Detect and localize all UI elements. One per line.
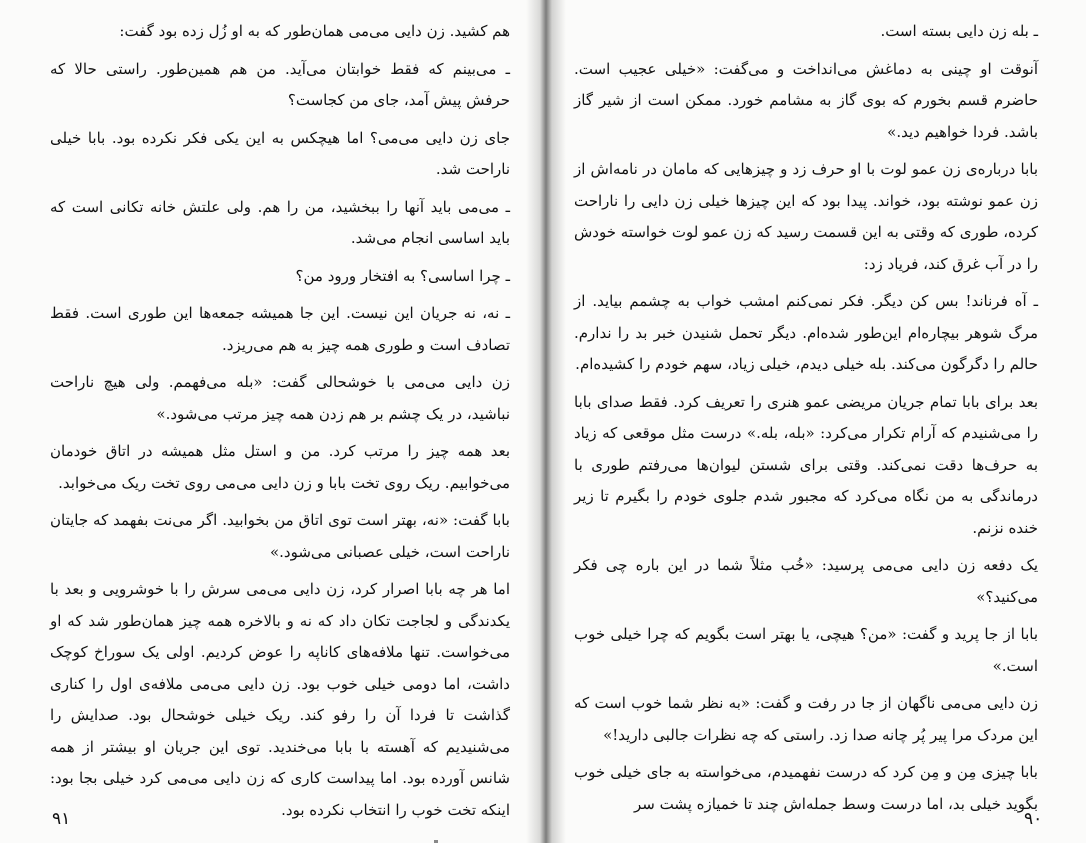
paragraph: ـ می‌بینم که فقط خوابتان می‌آید. من هم همین‌طور. راستی حالا که حرفش پیش آمد، جای من کجاست؟ bbox=[50, 59, 510, 109]
paragraph: آنوقت او چینی به دماغش می‌انداخت و می‌گفت: «خیلی عجیب است. حاضرم قسم بخورم که بوی گاز به مشامم خورد. ممکن است از شیر گاز باشد. فردا خواهیم دید.» bbox=[574, 59, 1038, 141]
paragraph: ـ نه، نه جریان این نیست. این جا همیشه جمعه‌ها این طوری است. فقط تصادف است و طوری همه چیز به هم می‌ریزد. bbox=[50, 304, 510, 354]
book-gutter bbox=[526, 0, 566, 843]
paragraph: ـ آه فرناند! بس کن دیگر. فکر نمی‌کنم امشب خواب به چشمم بیاید. از مرگ شوهر بیچاره‌ام این‌طور شده‌ام. دیگر تحمل شنیدن خبر بد را ندارم. حالم را دگرگون می‌کند. بله خیلی دیدم، خیلی زیاد، سهم خودم را کشیده‌ام. bbox=[574, 292, 1038, 373]
paragraph: بعد همه چیز را مرتب کرد. من و استل مثل همیشه در اتاق خودمان می‌خوابیم. ریک روی تخت بابا و زن دایی می‌می روی تخت ریک می‌خوابد. bbox=[50, 442, 510, 492]
left-page-number: ۹۱ bbox=[52, 809, 71, 829]
paragraph: ـ می‌می باید آنها را ببخشید، من را هم. ولی علتش خانه تکانی است که باید اساسی انجام می‌شد. bbox=[50, 197, 510, 247]
paragraph: اما هر چه بابا اصرار کرد، زن دایی می‌می سرش را با خوشرویی و بعد با یکدندگی و لجاجت تکان داد که نه و بالاخره همه چیز همان‌طور شد که او می‌خواست. تنها ملافه‌های کاناپه را عوض کردیم. اولی یک سوراخ کوچک داشت، اما دومی خیلی خوب بود. زن دایی می‌می ملافه‌ی اول را کناری گذاشت تا فردا آن را رفو کند. ریک خیلی خوشحال بود. صدایش را می‌شنیدیم که آهسته با بابا می‌خندید. توی این جریان او بیشتر از همه شانس آورده بود. اما پیداست کاری که زن دایی می‌می کرد خیلی بجا بود: اینکه تخت خوب را انتخاب نکرده بود. bbox=[50, 580, 510, 819]
paragraph: بابا گفت: «نه، بهتر است توی اتاق من بخوابید. اگر می‌نت بفهمد که جایتان ناراحت است، خیلی عصبانی می‌شود.» bbox=[50, 511, 510, 561]
paragraph: بابا درباره‌ی زن عمو لوت با او حرف زد و چیزهایی که مامان در نامه‌اش از زن عمو نوشته بود، خواند. پیدا بود که این چیزها خیلی زن دایی را ناراحت کرده، طوری که وقتی به این قسمت رسید که زن عمو لوت خواسته خودش را در آب غرق کند، فریاد زد: bbox=[574, 160, 1038, 273]
paragraph: زن دایی می‌می ناگهان از جا در رفت و گفت: «به نظر شما خوب است که این مردک مرا پیر پُر چانه صدا زد. راستی که چه نظرات جالبی دارید!» bbox=[574, 694, 1038, 744]
left-page-text bbox=[50, 16, 510, 832]
paragraph: بعد برای بابا تمام جریان مریضی عمو هنری را تعریف کرد. فقط صدای بابا را می‌شنیدم که آرام تکرار می‌کرد: «بله، بله.» درست مثل موقعی که زیاد به حرف‌ها دقت نمی‌کند. وقتی برای شستن لیوان‌ها می‌رفتم طوری با درماندگی به من نگاه می‌کرد که مجبور شدم جلوی خودم را بگیرم تا زیر خنده نزنم. bbox=[574, 392, 1038, 537]
paragraph: بابا چیزی مِن و مِن کرد که درست نفهمیدم، می‌خواسته به جای خیلی خوب بگوید خیلی بد، اما درست وسط جمله‌اش چند تا خمیازه پشت سر bbox=[574, 763, 1038, 813]
paragraph: زن دایی می‌می با خوشحالی گفت: «بله می‌فهمم. ولی هیچ ناراحت نباشید، در یک چشم بر هم زدن همه چیز مرتب می‌شود.» bbox=[50, 373, 510, 423]
paragraph: هم کشید. زن دایی می‌می همان‌طور که به او زُل زده بود گفت: bbox=[119, 22, 510, 40]
paragraph: بابا از جا پرید و گفت: «من؟ هیچی، یا بهتر است بگویم که چرا خیلی خوب است.» bbox=[574, 625, 1038, 675]
paragraph: یک دفعه زن دایی می‌می پرسید: «خُب مثلاً شما در این باره چی فکر می‌کنید؟» bbox=[574, 556, 1038, 606]
right-page-text bbox=[574, 16, 1038, 826]
paragraph: جای زن دایی می‌می؟ اما هیچکس به این یکی فکر نکرده بود. بابا خیلی ناراحت شد. bbox=[50, 128, 510, 178]
paragraph: ـ چرا اساسی؟ به افتخار ورود من؟ bbox=[295, 266, 510, 285]
paragraph: ـ بله زن دایی بسته است. bbox=[880, 22, 1038, 40]
right-page-number: ۹۰ bbox=[1024, 809, 1043, 829]
